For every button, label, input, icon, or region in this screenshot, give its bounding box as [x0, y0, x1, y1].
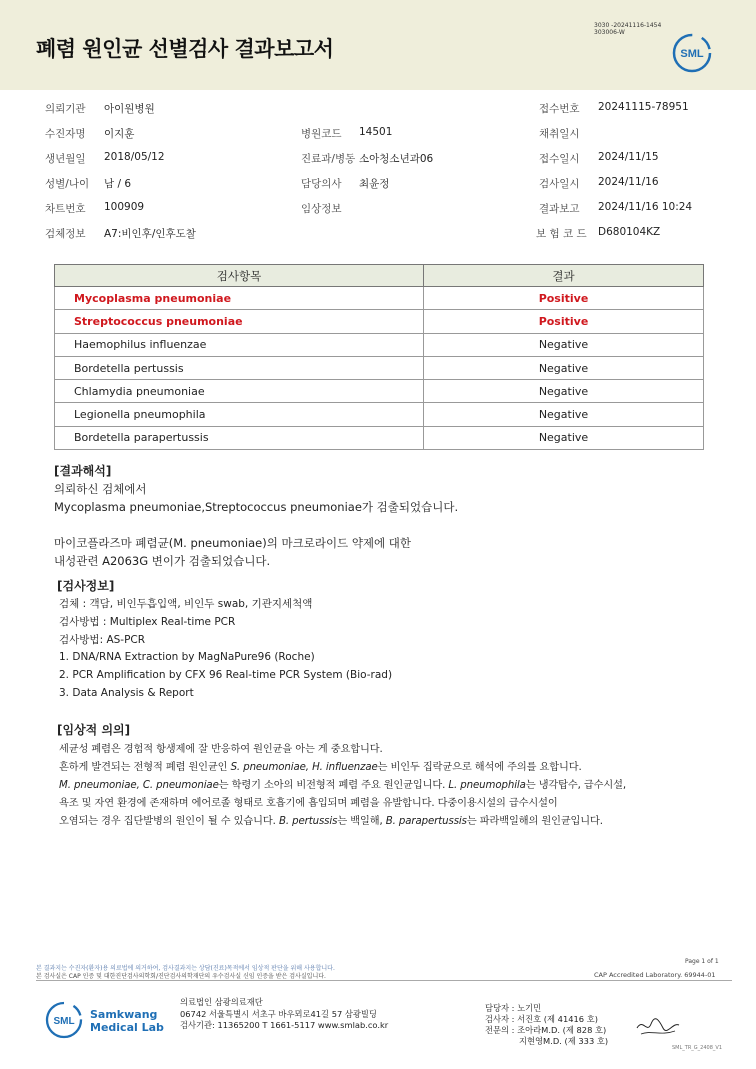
sml-logo — [672, 33, 712, 73]
interpretation-line2: Mycoplasma pneumoniae,Streptococcus pneumoniae가 검출되었습니다. — [54, 500, 459, 514]
value-institution: 아이원병원 — [104, 103, 155, 115]
table-row — [55, 356, 704, 379]
label-dept: 진료과/병동 — [301, 153, 356, 165]
cap-accreditation: CAP Accredited Laboratory. 69944-01 — [594, 971, 716, 979]
label-sex-age: 성별/나이 — [45, 178, 90, 190]
label-chart: 차트번호 — [45, 203, 86, 215]
table-row — [55, 426, 704, 449]
value-dept: 소아청소년과06 — [359, 153, 434, 165]
footer-divider — [36, 980, 732, 981]
label-specimen: 검체정보 — [45, 228, 86, 240]
test-info-line: 2. PCR Amplification by CFX 96 Real-time PCR System (Bio-rad) — [59, 669, 393, 681]
staff-manager: 담당자 : 노기민 — [485, 1003, 542, 1013]
row-result: Negative — [424, 356, 704, 379]
company-name1: Samkwang — [90, 1008, 158, 1021]
label-reception-no: 접수번호 — [539, 103, 580, 115]
row-result: Negative — [424, 403, 704, 426]
value-report: 2024/11/16 10:24 — [598, 201, 693, 213]
footer-logo-text: SML — [53, 1016, 75, 1027]
row-item: Bordetella parapertussis — [55, 426, 424, 449]
interpretation-line4: 내성관련 A2063G 변이가 검출되었습니다. — [54, 554, 271, 568]
table-row — [55, 287, 704, 310]
clinical-line3: M. pneumoniae, C. pneumoniae는 학령기 소아의 비전형적 폐렴 주요 원인균입니다. L. pneumophila는 냉각탑수, 급수시설, — [59, 780, 627, 791]
row-item: Chlamydia pneumoniae — [55, 380, 424, 403]
footer-note1: 본 결과지는 수진자(환자)용 의료법에 의거하여, 검사결과지는 상담(진료)목적에서 임상적 판단을 위해 사용합니다. — [36, 965, 335, 972]
value-doctor: 최윤정 — [359, 178, 390, 190]
interpretation-title: [결과해석] — [54, 464, 112, 478]
staff-specialist2: 지현영M.D. (제 333 호) — [519, 1036, 609, 1046]
footer-note2: 본 검사실은 CAP 인증 및 대한진단검사의학회/진단검사의학재단의 우수검사실 신임 인증을 받은 검사실입니다. — [36, 973, 326, 980]
value-test-date: 2024/11/16 — [598, 176, 659, 188]
org-name: 의료법인 삼광의료재단 — [180, 997, 263, 1007]
clinical-line4: 욕조 및 자연 환경에 존재하며 에어로졸 형태로 호흡기에 흡입되며 폐렴을 유발합니다. 다중이용시설의 급수시설이 — [59, 798, 558, 809]
page-number: Page 1 of 1 — [685, 958, 719, 965]
table-row — [55, 380, 704, 403]
test-info-line: 검체 : 객담, 비인두흡입액, 비인두 swab, 기관지세척액 — [59, 598, 313, 610]
table-row — [55, 310, 704, 333]
value-hospital-code: 14501 — [359, 126, 393, 138]
value-reception-date: 2024/11/15 — [598, 151, 659, 163]
label-hospital-code: 병원코드 — [301, 128, 342, 140]
row-result: Negative — [424, 426, 704, 449]
company-name2: Medical Lab — [90, 1021, 164, 1034]
org-contact: 검사기관: 11365200 T 1661-5117 www.smlab.co.kr — [180, 1020, 389, 1030]
row-item: Mycoplasma pneumoniae — [55, 287, 424, 310]
row-result: Positive — [424, 287, 704, 310]
signature-image — [633, 1012, 683, 1042]
label-reception-date: 접수일시 — [539, 153, 580, 165]
table-row — [55, 333, 704, 356]
staff-specialist1: 전문의 : 조아라M.D. (제 828 호) — [485, 1025, 607, 1035]
value-insurance: D680104KZ — [598, 226, 661, 238]
interpretation-line1: 의뢰하신 검체에서 — [54, 482, 147, 496]
footer-sml-logo — [44, 1000, 84, 1040]
row-result: Negative — [424, 380, 704, 403]
clinical-line2: 흔하게 발견되는 전형적 폐렴 원인균인 S. pneumoniae, H. influenzae는 비인두 집락균으로 해석에 주의를 요합니다. — [59, 762, 582, 773]
label-birth: 생년월일 — [45, 153, 86, 165]
label-clinical: 임상정보 — [301, 203, 342, 215]
value-birth: 2018/05/12 — [104, 151, 165, 163]
value-sex-age: 남 / 6 — [104, 178, 132, 190]
staff-tester: 검사자 : 서진호 (제 41416 호) — [485, 1014, 598, 1024]
row-result: Negative — [424, 333, 704, 356]
report-code-line1: 3030 -20241116-1454 — [594, 22, 662, 29]
results-table — [54, 264, 704, 450]
row-result: Positive — [424, 310, 704, 333]
label-insurance: 보 험 코 드 — [536, 228, 587, 240]
test-info-line: 검사방법 : Multiplex Real-time PCR — [59, 616, 236, 628]
col-header-result: 결과 — [424, 265, 704, 287]
value-specimen: A7:비인후/인후도찰 — [104, 228, 196, 240]
report-code-line2: 303006-W — [594, 29, 625, 36]
value-reception-no: 20241115-78951 — [598, 101, 689, 113]
row-item: Streptococcus pneumoniae — [55, 310, 424, 333]
value-chart: 100909 — [104, 201, 145, 213]
row-item: Bordetella pertussis — [55, 356, 424, 379]
test-info-line: 3. Data Analysis & Report — [59, 687, 194, 699]
clinical-line5: 오염되는 경우 집단발병의 원인이 될 수 있습니다. B. pertussis는 백일해, B. parapertussis는 파라백일해의 원인균입니다. — [59, 816, 603, 827]
test-info-title: [검사정보] — [57, 579, 115, 593]
label-name: 수진자명 — [45, 128, 86, 140]
org-address: 06742 서울특별시 서초구 바우뫼로41길 57 삼광빌딩 — [180, 1009, 377, 1019]
row-item: Legionella pneumophila — [55, 403, 424, 426]
clinical-line1: 세균성 폐렴은 경험적 항생제에 잘 반응하여 원인균을 아는 게 중요합니다. — [59, 744, 383, 755]
report-title: 폐렴 원인균 선별검사 결과보고서 — [36, 37, 334, 61]
label-doctor: 담당의사 — [301, 178, 342, 190]
label-collection-date: 채취일시 — [539, 128, 580, 140]
row-item: Haemophilus influenzae — [55, 333, 424, 356]
form-code: SML_TR_G_2408_V1 — [672, 1045, 723, 1051]
value-name: 이지훈 — [104, 128, 135, 140]
table-row — [55, 403, 704, 426]
label-institution: 의뢰기관 — [45, 103, 86, 115]
col-header-item: 검사항목 — [55, 265, 424, 287]
interpretation-line3: 마이코플라즈마 폐렴균(M. pneumoniae)의 마크로라이드 약제에 대한 — [54, 536, 412, 550]
test-info-line: 1. DNA/RNA Extraction by MagNaPure96 (Roche) — [59, 651, 315, 663]
clinical-title: [임상적 의의] — [57, 723, 131, 737]
label-test-date: 검사일시 — [539, 178, 580, 190]
label-report: 결과보고 — [539, 203, 580, 215]
logo-text: SML — [680, 48, 704, 60]
test-info-line: 검사방법: AS-PCR — [59, 634, 146, 646]
report-header — [0, 0, 756, 90]
